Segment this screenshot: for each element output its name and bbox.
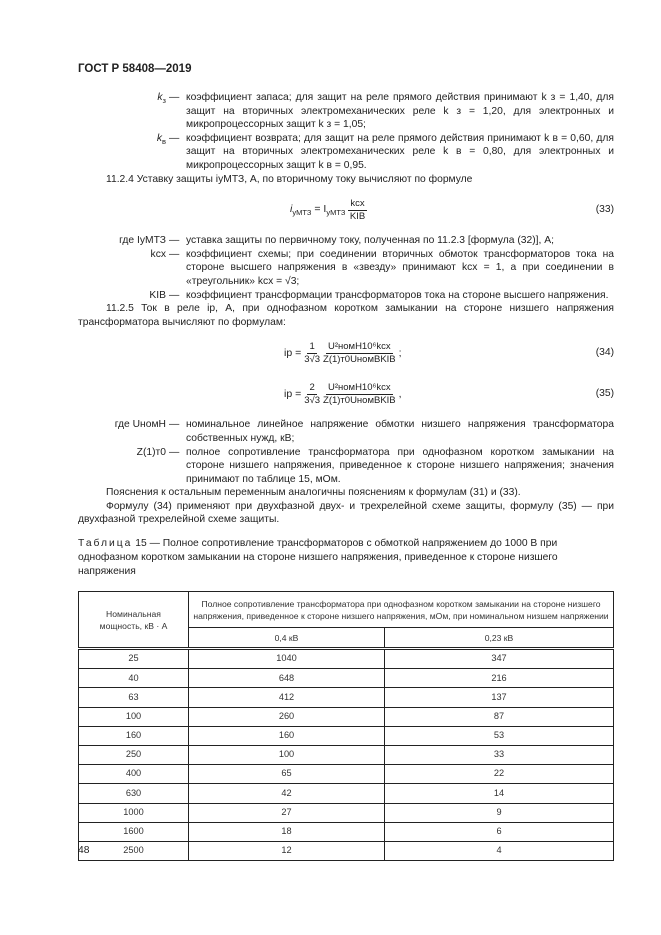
table-row [79,688,614,707]
definitions-formula-33 [78,234,614,302]
formula-denominator: Z(1)т0UномВKIВ [323,353,396,365]
formula-rhs-sub: уМТЗ [326,208,346,218]
table-row [79,707,614,726]
table-cell: 40 [79,669,189,688]
definition-symbol: KIВ [149,289,166,301]
paragraph-explanation: Пояснения к остальным переменным аналогичны пояснениям к формулам (31) и (33). [106,487,521,499]
table-cell: 347 [385,649,614,669]
formula-denominator: Z(1)т0UномВKIВ [323,394,396,406]
col-header-0-23kv: 0,23 кВ [385,628,614,649]
definition-symbol: kсх [150,248,166,260]
table-cell: 250 [79,746,189,765]
formula-coef: 2 [309,381,315,393]
table-cell: 25 [79,649,189,669]
dash: — [169,132,180,144]
dash: — [169,92,180,103]
page-number: 48 [78,845,90,856]
paragraph-11-2-4: 11.2.4 Уставку защиты iуМТЗ, А, по вторичному току вычисляют по формуле [106,173,473,185]
definition-text: коэффициент трансформации трансформаторов тока на стороне высшего напряжения. [186,289,609,301]
formula-denominator: KIВ [349,210,366,222]
definition-text: уставка защиты по первичному току, полученная по 11.2.3 [формула (32)], А; [186,235,554,247]
definition-symbol [78,132,166,146]
document-header: ГОСТ Р 58408—2019 [78,63,192,75]
table-row [79,803,614,822]
table-cell: 100 [79,707,189,726]
formula-lhs-sub: уМТЗ [292,208,312,218]
table-cell: 9 [385,803,614,822]
formula-coef: 1 [309,340,315,352]
definition-symbol [78,91,166,105]
dash: — [169,235,180,247]
table-cell: 630 [79,784,189,803]
table-cell: 18 [189,822,385,841]
formula-34 [284,336,402,370]
formula-lhs: iр = [284,346,302,359]
table-cell: 216 [385,669,614,688]
table-cell: 33 [385,746,614,765]
table-cell: 1000 [79,803,189,822]
definition-item [78,248,614,289]
definition-item [78,446,614,487]
formula-end: , [398,387,402,400]
formula-34-row [78,336,614,370]
table-cell: 27 [189,803,385,822]
table-caption-label: Таблица [78,538,133,550]
symbol-subscript: в [162,136,166,146]
formula-den-coef: 3√3 [304,394,321,406]
table-cell: 412 [189,688,385,707]
col-header-0-4kv: 0,4 кВ [189,628,385,649]
definition-text: коэффициент запаса; для защит на реле прямого действия принимают k з = 1,40, для защит на вторичных электромеханических реле k з = 1,20, для электронных и микропроцессорных защит k з = 1,05; [186,92,614,131]
table-caption [78,537,614,579]
table-cell: 2500 [79,841,189,860]
dash: — [169,289,180,301]
definitions-coefficients [78,91,614,173]
paragraph-formula-usage: Формулу (34) применяют при двухфазной двух- и трехрелейной схеме защиты, формулу (35) — при двухфазной трехрелейной схеме защиты. [78,500,614,526]
formula-35 [284,377,402,411]
formula-numerator: U²номН10⁶kсх [327,340,391,352]
dash: — [169,446,180,458]
formula-35-row [78,377,614,411]
formula-lhs: i [290,203,293,216]
table-15 [78,591,614,861]
table-cell: 53 [385,726,614,745]
paragraph-11-2-5: 11.2.5 Ток в реле iр, А, при однофазном коротком замыкании на стороне низшего напряжения трансформатора вычисляют по формулам: [78,303,614,328]
table-row [79,746,614,765]
table-row [79,726,614,745]
definition-item [78,132,614,173]
table-cell: 1040 [189,649,385,669]
table-caption-text: 15 — Полное сопротивление трансформаторов с обмоткой напряжением до 1000 В при однофазном коротком замыкании на стороне низшего напряжения, приведенное к стороне низшего напряжения [78,538,558,578]
table-row [79,765,614,784]
table-row [79,649,614,669]
definitions-formula-34-35 [78,418,614,486]
table-cell: 87 [385,707,614,726]
table-cell: 100 [189,746,385,765]
table-cell: 160 [189,726,385,745]
table-cell: 1600 [79,822,189,841]
formula-den-coef: 3√3 [304,353,321,365]
definition-symbol: где IуМТЗ [119,235,166,247]
definition-item [78,289,614,303]
definition-text: коэффициент возврата; для защит на реле прямого действия принимают k в = 0,60, для защит на вторичных электромеханических реле k в = 0,80, для электронных и микропроцессорных защит k в = 0,95. [186,132,614,171]
table-cell: 160 [79,726,189,745]
table-cell: 42 [189,784,385,803]
table-cell: 400 [79,765,189,784]
formula-eq: = I [314,203,327,216]
table-cell: 65 [189,765,385,784]
formula-33-row [78,193,614,227]
equation-number-34: (34) [595,347,614,359]
symbol-letter: k [157,92,163,103]
equation-number-35: (35) [595,388,614,400]
document-body [78,91,614,861]
formula-end: ; [398,346,402,359]
formula-numerator: U²номН10⁶kсх [327,381,391,393]
formula-33 [290,193,367,227]
symbol-subscript: з [162,96,166,105]
col-header-power: Номинальная мощность, кВ · А [79,592,189,649]
table-cell: 648 [189,669,385,688]
table-cell: 137 [385,688,614,707]
definition-item [78,418,614,445]
equation-number-33: (33) [595,204,614,216]
table-cell: 6 [385,822,614,841]
formula-lhs: iр = [284,387,302,400]
definition-symbol: Z(1)т0 [136,446,166,458]
table-cell: 14 [385,784,614,803]
definition-symbol: где UномН [114,419,166,431]
definition-text: коэффициент схемы; при соединении вторичных обмоток трансформаторов тока на стороне высшего напряжения в «звезду» принимают kсх = 1, а при соединении в «треугольник» kсх = √3; [186,248,614,287]
table-cell: 22 [385,765,614,784]
table-row [79,669,614,688]
table-row [79,784,614,803]
symbol-letter: k [156,132,163,144]
table-row [79,841,614,860]
definition-text: номинальное линейное напряжение обмотки низшего напряжения трансформатора собственных нужд, кВ; [186,419,614,444]
definition-item [78,91,614,132]
table-row [79,822,614,841]
dash: — [169,248,180,260]
col-header-group: Полное сопротивление трансформатора при однофазном коротком замыкании на стороне низшего напряжения, приведенное к стороне низшего напряжения, мОм, при номинальном низшем напряжении [189,592,614,628]
formula-numerator: kсх [350,197,365,209]
definition-text: полное сопротивление трансформатора при однофазном коротком замыкании на стороне низшего напряжения, приведенное к стороне низшего напряжения; значения принимают по таблице 15, мОм. [186,446,614,485]
definition-item [78,234,614,248]
table-cell: 4 [385,841,614,860]
dash: — [169,419,180,431]
table-cell: 63 [79,688,189,707]
table-cell: 260 [189,707,385,726]
table-cell: 12 [189,841,385,860]
